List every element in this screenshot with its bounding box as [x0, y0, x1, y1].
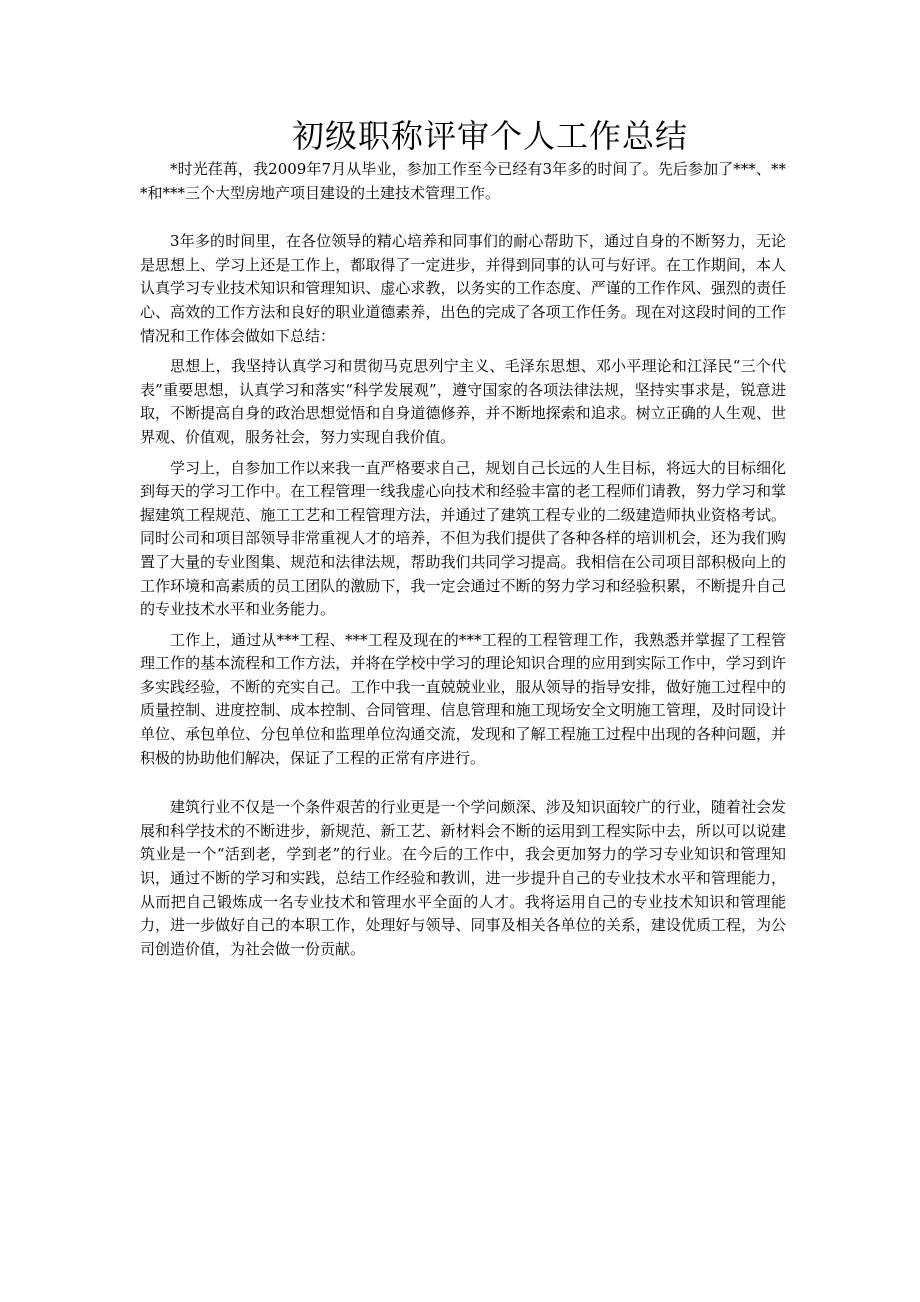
paragraph-intro: *时光荏苒，我2009年7月从毕业，参加工作至今已经有3年多的时间了。先后参加了***、***和***三个大型房地产项目建设的土建技术管理工作。 — [140, 160, 786, 202]
paragraph-work: 工作上，通过从***工程、***工程及现在的***工程的工程管理工作，我熟悉并掌握了工程管理工作的基本流程和工作方法，并将在学校中学习的理论知识合理的应用到实际工作中，学习到许多实践经验，不断的充实自己。工作中我一直兢兢业业，服从领导的指导安排，做好施工过程中的质量控制、进度控制、成本控制、合同管理、信息管理和施工现场安全文明施工管理，及时同设计单位、承包单位、分包单位和监理单位沟通交流，发现和了解工程施工过程中出现的各种问题，并积极的协助他们解决，保证了工程的正常有序进行。 — [140, 630, 786, 767]
document-body — [140, 158, 786, 961]
paragraph-outlook: 建筑行业不仅是一个条件艰苦的行业更是一个学问颇深、涉及知识面较广的行业，随着社会发展和科学技术的不断进步，新规范、新工艺、新材料会不断的运用到工程实际中去，所以可以说建筑业是一个“活到老，学到老”的行业。在今后的工作中，我会更加努力的学习专业知识和管理知识，通过不断的学习和实践，总结工作经验和教训，进一步提升自己的专业技术水平和管理能力，从而把自己锻炼成一名专业技术和管理水平全面的人才。我将运用自己的专业技术知识和管理能力，进一步做好自己的本职工作，处理好与领导、同事及相关各单位的关系，建设优质工程，为公司创造价值，为社会做一份贡献。 — [140, 798, 786, 958]
paragraph-overview: 3年多的时间里，在各位领导的精心培养和同事们的耐心帮助下，通过自身的不断努力，无论是思想上、学习上还是工作上，都取得了一定进步，并得到同事的认可与好评。在工作期间，本人认真学习专业技术知识和管理知识、虚心求教，以务实的工作态度、严谨的工作作风、强烈的责任心、高效的工作方法和良好的职业道德素养，出色的完成了各项工作任务。现在对这段时间的工作情况和工作体会做如下总结： — [140, 232, 786, 345]
paragraph-ideology: 思想上，我坚持认真学习和贯彻马克思列宁主义、毛泽东思想、邓小平理论和江泽民“三个代表”重要思想，认真学习和落实“科学发展观”，遵守国家的各项法律法规，坚持实事求是，锐意进取，不断提高自身的政治思想觉悟和自身道德修养，并不断地探索和追求。树立正确的人生观、世界观、价值观，服务社会，努力实现自我价值。 — [140, 357, 786, 446]
paragraph-study: 学习上，自参加工作以来我一直严格要求自己，规划自己长远的人生目标，将远大的目标细化到每天的学习工作中。在工程管理一线我虚心向技术和经验丰富的老工程师们请教，努力学习和掌握建筑工程规范、施工工艺和工程管理方法，并通过了建筑工程专业的二级建造师执业资格考试。同时公司和项目部领导非常重视人才的培养，不但为我们提供了各种各样的培训机会，还为我们购置了大量的专业图集、规范和法律法规，帮助我们共同学习提高。我相信在公司项目部积极向上的工作环境和高素质的员工团队的激励下，我一定会通过不断的努力学习和经验积累，不断提升自己的专业技术水平和业务能力。 — [140, 458, 786, 619]
document-title: 初级职称评审个人工作总结 — [291, 117, 688, 155]
